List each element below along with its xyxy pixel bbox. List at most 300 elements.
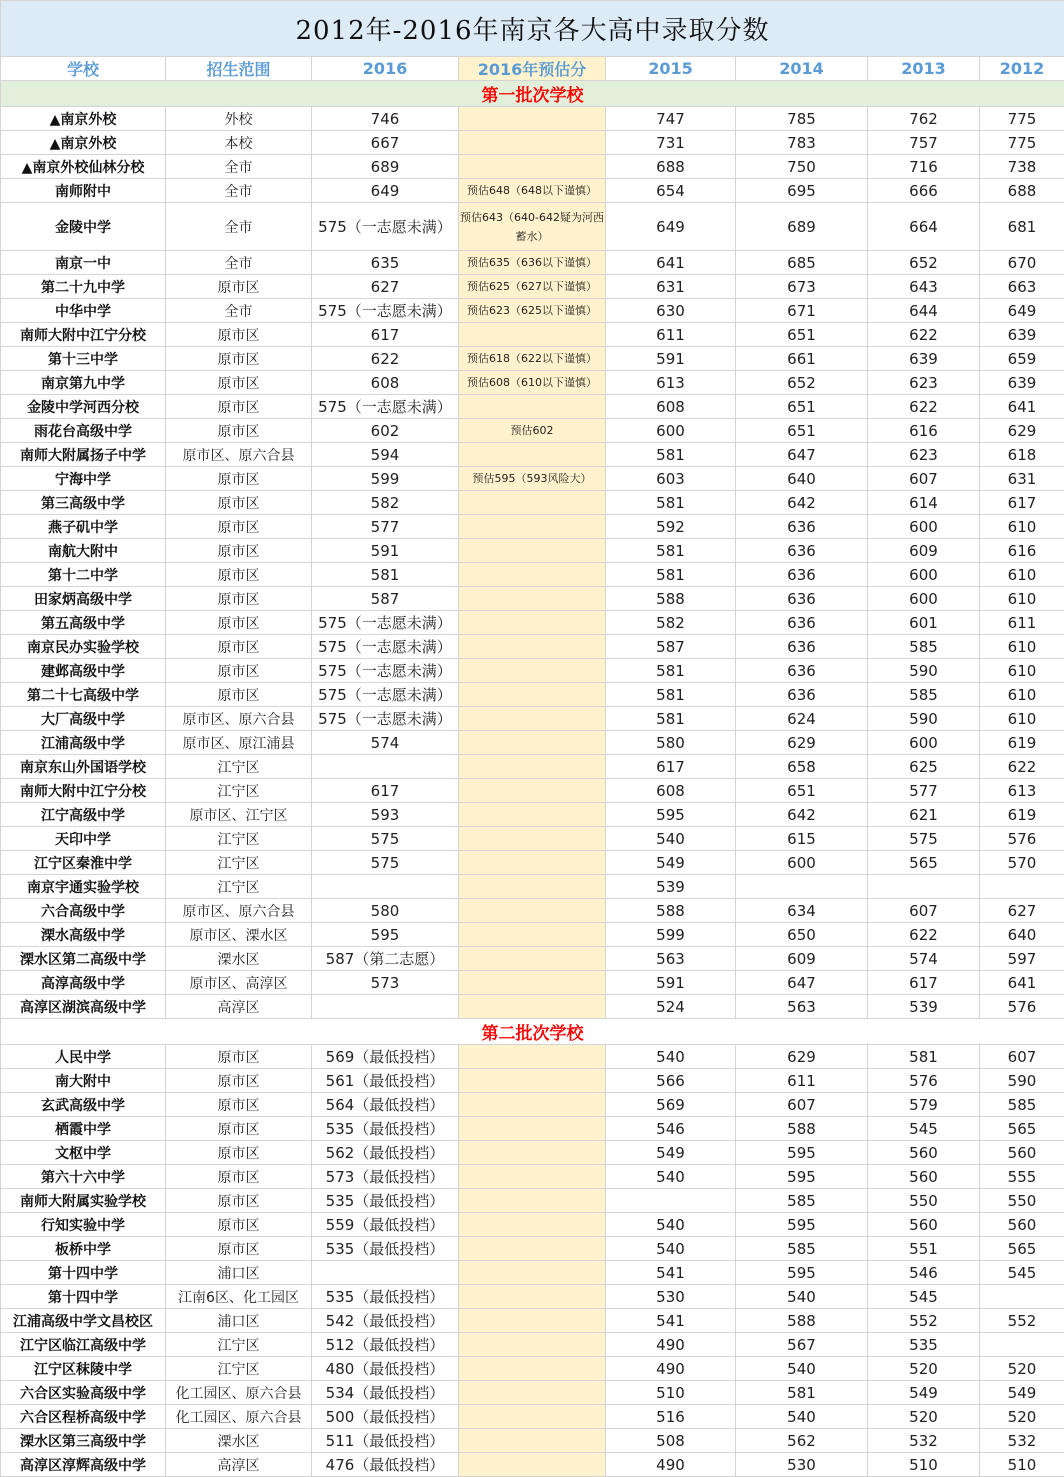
cell-2016[interactable]: 587（第二志愿）	[312, 947, 459, 971]
cell-2014[interactable]: 595	[736, 1165, 868, 1189]
cell-2015[interactable]: 591	[606, 347, 736, 371]
cell-range[interactable]: 原市区、江宁区	[166, 803, 312, 827]
cell-2014[interactable]: 651	[736, 419, 868, 443]
cell-range[interactable]: 原市区、原六合县	[166, 707, 312, 731]
cell-school[interactable]: 第三高级中学	[1, 491, 166, 515]
cell-2014[interactable]: 585	[736, 1189, 868, 1213]
cell-range[interactable]: 本校	[166, 131, 312, 155]
cell-range[interactable]: 全市	[166, 251, 312, 275]
cell-2015[interactable]: 541	[606, 1261, 736, 1285]
cell-2016[interactable]: 580	[312, 899, 459, 923]
cell-2014[interactable]: 600	[736, 851, 868, 875]
cell-range[interactable]: 原市区	[166, 1093, 312, 1117]
cell-range[interactable]: 原市区、原江浦县	[166, 731, 312, 755]
cell-2013[interactable]: 625	[868, 755, 980, 779]
cell-2016-estimate[interactable]	[459, 491, 606, 515]
cell-2014[interactable]: 642	[736, 491, 868, 515]
cell-2014[interactable]: 585	[736, 1237, 868, 1261]
cell-range[interactable]: 全市	[166, 203, 312, 251]
cell-2014[interactable]: 540	[736, 1285, 868, 1309]
cell-2015[interactable]: 581	[606, 683, 736, 707]
cell-range[interactable]: 原市区	[166, 587, 312, 611]
cell-2013[interactable]: 607	[868, 467, 980, 491]
cell-2013[interactable]: 622	[868, 923, 980, 947]
cell-2012[interactable]: 639	[980, 323, 1064, 347]
cell-2015[interactable]: 654	[606, 179, 736, 203]
cell-range[interactable]: 化工园区、原六合县	[166, 1405, 312, 1429]
cell-2016[interactable]: 582	[312, 491, 459, 515]
cell-2012[interactable]: 610	[980, 635, 1064, 659]
cell-2016-estimate[interactable]: 预估643（640-642疑为河西蓄水）	[459, 203, 606, 251]
cell-2012[interactable]: 570	[980, 851, 1064, 875]
cell-2015[interactable]: 541	[606, 1309, 736, 1333]
cell-2016-estimate[interactable]	[459, 1357, 606, 1381]
cell-2016-estimate[interactable]	[459, 875, 606, 899]
cell-2016-estimate[interactable]	[459, 539, 606, 563]
cell-2016[interactable]: 689	[312, 155, 459, 179]
cell-range[interactable]: 原市区、原六合县	[166, 899, 312, 923]
cell-2013[interactable]: 644	[868, 299, 980, 323]
col-header-2012[interactable]: 2012	[980, 57, 1064, 81]
cell-2013[interactable]: 622	[868, 395, 980, 419]
cell-2015[interactable]: 591	[606, 971, 736, 995]
cell-2014[interactable]: 785	[736, 107, 868, 131]
cell-2013[interactable]: 664	[868, 203, 980, 251]
cell-2012[interactable]: 576	[980, 827, 1064, 851]
cell-2012[interactable]: 622	[980, 755, 1064, 779]
cell-2012[interactable]: 610	[980, 683, 1064, 707]
cell-2015[interactable]: 540	[606, 827, 736, 851]
cell-2012[interactable]: 597	[980, 947, 1064, 971]
cell-2014[interactable]: 588	[736, 1117, 868, 1141]
cell-2015[interactable]: 516	[606, 1405, 736, 1429]
cell-2013[interactable]: 545	[868, 1117, 980, 1141]
cell-2016[interactable]: 599	[312, 467, 459, 491]
cell-2016[interactable]: 562（最低投档）	[312, 1141, 459, 1165]
cell-2013[interactable]: 577	[868, 779, 980, 803]
cell-2016[interactable]	[312, 995, 459, 1019]
cell-2016-estimate[interactable]: 预估602	[459, 419, 606, 443]
cell-school[interactable]: 板桥中学	[1, 1237, 166, 1261]
cell-2012[interactable]: 611	[980, 611, 1064, 635]
cell-2016[interactable]: 512（最低投档）	[312, 1333, 459, 1357]
cell-2016[interactable]: 564（最低投档）	[312, 1093, 459, 1117]
cell-2012[interactable]: 619	[980, 731, 1064, 755]
cell-2016-estimate[interactable]: 预估595（593风险大）	[459, 467, 606, 491]
cell-2016[interactable]: 574	[312, 731, 459, 755]
cell-2016-estimate[interactable]	[459, 587, 606, 611]
cell-2016-estimate[interactable]	[459, 755, 606, 779]
cell-2014[interactable]: 636	[736, 659, 868, 683]
cell-2012[interactable]: 565	[980, 1117, 1064, 1141]
cell-2015[interactable]: 641	[606, 251, 736, 275]
cell-2012[interactable]: 610	[980, 515, 1064, 539]
cell-2015[interactable]: 510	[606, 1381, 736, 1405]
cell-2015[interactable]: 592	[606, 515, 736, 539]
cell-2016-estimate[interactable]	[459, 1381, 606, 1405]
cell-2016-estimate[interactable]	[459, 611, 606, 635]
cell-2012[interactable]: 549	[980, 1381, 1064, 1405]
cell-2016[interactable]: 535（最低投档）	[312, 1237, 459, 1261]
cell-2016[interactable]: 591	[312, 539, 459, 563]
cell-2013[interactable]: 617	[868, 971, 980, 995]
cell-2016-estimate[interactable]	[459, 779, 606, 803]
cell-2016[interactable]: 575（一志愿未满）	[312, 203, 459, 251]
cell-2016-estimate[interactable]	[459, 827, 606, 851]
cell-range[interactable]: 化工园区、原六合县	[166, 1381, 312, 1405]
cell-2016-estimate[interactable]: 预估608（610以下谨慎）	[459, 371, 606, 395]
cell-2014[interactable]: 629	[736, 1045, 868, 1069]
cell-2013[interactable]: 574	[868, 947, 980, 971]
cell-2016[interactable]: 511（最低投档）	[312, 1429, 459, 1453]
cell-2016[interactable]: 577	[312, 515, 459, 539]
cell-2013[interactable]: 623	[868, 443, 980, 467]
cell-school[interactable]: 南京东山外国语学校	[1, 755, 166, 779]
cell-2016-estimate[interactable]	[459, 1237, 606, 1261]
cell-range[interactable]: 浦口区	[166, 1261, 312, 1285]
cell-2014[interactable]: 629	[736, 731, 868, 755]
cell-range[interactable]: 原市区	[166, 347, 312, 371]
cell-2013[interactable]: 565	[868, 851, 980, 875]
cell-2014[interactable]: 636	[736, 563, 868, 587]
cell-2016-estimate[interactable]	[459, 155, 606, 179]
cell-2016[interactable]: 595	[312, 923, 459, 947]
cell-2013[interactable]: 666	[868, 179, 980, 203]
cell-2015[interactable]: 508	[606, 1429, 736, 1453]
cell-2014[interactable]: 636	[736, 635, 868, 659]
cell-school[interactable]: 第二十九中学	[1, 275, 166, 299]
cell-range[interactable]: 原市区	[166, 323, 312, 347]
cell-2015[interactable]: 582	[606, 611, 736, 635]
cell-2014[interactable]: 615	[736, 827, 868, 851]
cell-2015[interactable]: 569	[606, 1093, 736, 1117]
cell-2016-estimate[interactable]: 预估635（636以下谨慎）	[459, 251, 606, 275]
cell-2016-estimate[interactable]	[459, 995, 606, 1019]
cell-2012[interactable]: 545	[980, 1261, 1064, 1285]
cell-2015[interactable]: 630	[606, 299, 736, 323]
cell-range[interactable]: 江宁区	[166, 851, 312, 875]
cell-school[interactable]: 人民中学	[1, 1045, 166, 1069]
cell-2016-estimate[interactable]	[459, 131, 606, 155]
cell-2012[interactable]: 560	[980, 1213, 1064, 1237]
cell-2013[interactable]: 560	[868, 1213, 980, 1237]
cell-school[interactable]: 南师大附属扬子中学	[1, 443, 166, 467]
cell-2012[interactable]: 738	[980, 155, 1064, 179]
cell-2016[interactable]: 575（一志愿未满）	[312, 395, 459, 419]
cell-2016[interactable]: 594	[312, 443, 459, 467]
cell-2012[interactable]: 610	[980, 659, 1064, 683]
cell-2016[interactable]: 534（最低投档）	[312, 1381, 459, 1405]
cell-2012[interactable]: 552	[980, 1309, 1064, 1333]
cell-2015[interactable]: 539	[606, 875, 736, 899]
cell-school[interactable]: 南航大附中	[1, 539, 166, 563]
cell-2016[interactable]	[312, 1261, 459, 1285]
cell-2013[interactable]: 590	[868, 659, 980, 683]
cell-range[interactable]: 原市区	[166, 1141, 312, 1165]
cell-2014[interactable]: 540	[736, 1405, 868, 1429]
cell-2014[interactable]: 750	[736, 155, 868, 179]
cell-2016[interactable]: 575（一志愿未满）	[312, 683, 459, 707]
cell-range[interactable]: 江宁区	[166, 1357, 312, 1381]
cell-2016[interactable]: 635	[312, 251, 459, 275]
cell-school[interactable]: 南师附中	[1, 179, 166, 203]
cell-range[interactable]: 溧水区	[166, 947, 312, 971]
cell-2016-estimate[interactable]	[459, 1045, 606, 1069]
cell-2014[interactable]: 581	[736, 1381, 868, 1405]
cell-2015[interactable]: 490	[606, 1333, 736, 1357]
cell-2014[interactable]: 609	[736, 947, 868, 971]
cell-2015[interactable]: 581	[606, 491, 736, 515]
cell-2013[interactable]: 546	[868, 1261, 980, 1285]
cell-2013[interactable]: 551	[868, 1237, 980, 1261]
cell-school[interactable]: ▲南京外校	[1, 131, 166, 155]
col-header-2016[interactable]: 2016	[312, 57, 459, 81]
cell-range[interactable]: 原市区	[166, 1165, 312, 1189]
cell-2012[interactable]: 659	[980, 347, 1064, 371]
cell-2016[interactable]: 573	[312, 971, 459, 995]
cell-2014[interactable]: 661	[736, 347, 868, 371]
cell-2016-estimate[interactable]	[459, 563, 606, 587]
col-header-2013[interactable]: 2013	[868, 57, 980, 81]
cell-2015[interactable]: 613	[606, 371, 736, 395]
cell-2016[interactable]: 575	[312, 851, 459, 875]
cell-range[interactable]: 溧水区	[166, 1429, 312, 1453]
cell-2015[interactable]: 649	[606, 203, 736, 251]
cell-2016[interactable]: 500（最低投档）	[312, 1405, 459, 1429]
cell-2016-estimate[interactable]	[459, 803, 606, 827]
cell-school[interactable]: 第十四中学	[1, 1285, 166, 1309]
cell-2016-estimate[interactable]	[459, 923, 606, 947]
cell-2012[interactable]: 629	[980, 419, 1064, 443]
cell-2013[interactable]: 614	[868, 491, 980, 515]
cell-2013[interactable]: 601	[868, 611, 980, 635]
cell-2016[interactable]: 575（一志愿未满）	[312, 611, 459, 635]
cell-school[interactable]: 江宁区秦淮中学	[1, 851, 166, 875]
cell-2013[interactable]: 600	[868, 587, 980, 611]
cell-2012[interactable]: 649	[980, 299, 1064, 323]
cell-school[interactable]: 江浦高级中学文昌校区	[1, 1309, 166, 1333]
cell-2015[interactable]: 595	[606, 803, 736, 827]
cell-2016[interactable]: 535（最低投档）	[312, 1117, 459, 1141]
cell-2012[interactable]: 639	[980, 371, 1064, 395]
cell-2013[interactable]: 643	[868, 275, 980, 299]
cell-2016[interactable]: 617	[312, 779, 459, 803]
cell-2015[interactable]: 588	[606, 587, 736, 611]
cell-2015[interactable]: 588	[606, 899, 736, 923]
cell-school[interactable]: 南京第九中学	[1, 371, 166, 395]
cell-2013[interactable]: 575	[868, 827, 980, 851]
cell-2014[interactable]: 563	[736, 995, 868, 1019]
cell-2014[interactable]: 530	[736, 1453, 868, 1477]
cell-2015[interactable]: 549	[606, 851, 736, 875]
cell-2016-estimate[interactable]: 预估618（622以下谨慎）	[459, 347, 606, 371]
cell-2016-estimate[interactable]	[459, 1189, 606, 1213]
cell-2016-estimate[interactable]	[459, 731, 606, 755]
cell-school[interactable]: 溧水区第二高级中学	[1, 947, 166, 971]
cell-range[interactable]: 江宁区	[166, 827, 312, 851]
cell-2016-estimate[interactable]	[459, 1069, 606, 1093]
cell-2012[interactable]: 663	[980, 275, 1064, 299]
cell-2013[interactable]: 757	[868, 131, 980, 155]
cell-school[interactable]: 大厂高级中学	[1, 707, 166, 731]
cell-2012[interactable]: 775	[980, 107, 1064, 131]
cell-2016[interactable]: 622	[312, 347, 459, 371]
cell-school[interactable]: 溧水高级中学	[1, 923, 166, 947]
cell-2016-estimate[interactable]	[459, 1309, 606, 1333]
cell-2016-estimate[interactable]	[459, 1285, 606, 1309]
cell-2013[interactable]: 520	[868, 1405, 980, 1429]
cell-2014[interactable]: 642	[736, 803, 868, 827]
cell-2014[interactable]: 640	[736, 467, 868, 491]
cell-2014[interactable]: 671	[736, 299, 868, 323]
col-header-2014[interactable]: 2014	[736, 57, 868, 81]
cell-2016-estimate[interactable]	[459, 707, 606, 731]
cell-2012[interactable]: 631	[980, 467, 1064, 491]
cell-2016-estimate[interactable]	[459, 1165, 606, 1189]
cell-2014[interactable]: 540	[736, 1357, 868, 1381]
cell-2014[interactable]: 636	[736, 515, 868, 539]
cell-range[interactable]: 原市区	[166, 1213, 312, 1237]
cell-2013[interactable]: 600	[868, 563, 980, 587]
cell-2012[interactable]: 641	[980, 971, 1064, 995]
cell-2014[interactable]: 588	[736, 1309, 868, 1333]
cell-2012[interactable]: 585	[980, 1093, 1064, 1117]
cell-school[interactable]: 高淳高级中学	[1, 971, 166, 995]
cell-2013[interactable]: 545	[868, 1285, 980, 1309]
cell-2016-estimate[interactable]	[459, 1453, 606, 1477]
cell-school[interactable]: 六合高级中学	[1, 899, 166, 923]
cell-2016[interactable]	[312, 875, 459, 899]
cell-2015[interactable]: 540	[606, 1213, 736, 1237]
cell-2013[interactable]: 762	[868, 107, 980, 131]
cell-2016[interactable]: 602	[312, 419, 459, 443]
cell-2015[interactable]: 688	[606, 155, 736, 179]
cell-range[interactable]: 原市区	[166, 467, 312, 491]
cell-2015[interactable]: 566	[606, 1069, 736, 1093]
cell-2014[interactable]: 685	[736, 251, 868, 275]
cell-2016[interactable]: 575（一志愿未满）	[312, 659, 459, 683]
cell-range[interactable]: 浦口区	[166, 1309, 312, 1333]
cell-2016-estimate[interactable]	[459, 1333, 606, 1357]
cell-2016[interactable]: 587	[312, 587, 459, 611]
cell-2014[interactable]: 651	[736, 779, 868, 803]
cell-2016-estimate[interactable]	[459, 395, 606, 419]
cell-school[interactable]: 第六十六中学	[1, 1165, 166, 1189]
cell-range[interactable]: 原市区	[166, 1045, 312, 1069]
cell-2016-estimate[interactable]	[459, 659, 606, 683]
cell-2014[interactable]: 636	[736, 683, 868, 707]
cell-2016-estimate[interactable]	[459, 683, 606, 707]
cell-2013[interactable]: 623	[868, 371, 980, 395]
cell-school[interactable]: 燕子矶中学	[1, 515, 166, 539]
cell-2012[interactable]: 688	[980, 179, 1064, 203]
cell-2015[interactable]: 600	[606, 419, 736, 443]
cell-2012[interactable]: 619	[980, 803, 1064, 827]
cell-2016[interactable]: 561（最低投档）	[312, 1069, 459, 1093]
cell-2014[interactable]: 650	[736, 923, 868, 947]
cell-2012[interactable]: 576	[980, 995, 1064, 1019]
cell-school[interactable]: 南师大附属实验学校	[1, 1189, 166, 1213]
cell-2013[interactable]: 607	[868, 899, 980, 923]
cell-2014[interactable]: 651	[736, 395, 868, 419]
cell-range[interactable]: 原市区	[166, 1117, 312, 1141]
cell-range[interactable]: 江宁区	[166, 779, 312, 803]
cell-2015[interactable]: 599	[606, 923, 736, 947]
cell-2012[interactable]: 617	[980, 491, 1064, 515]
cell-range[interactable]: 高淳区	[166, 995, 312, 1019]
cell-school[interactable]: 南师大附中江宁分校	[1, 779, 166, 803]
cell-2012[interactable]: 520	[980, 1357, 1064, 1381]
cell-school[interactable]: 金陵中学	[1, 203, 166, 251]
cell-2016-estimate[interactable]	[459, 971, 606, 995]
cell-2015[interactable]: 540	[606, 1237, 736, 1261]
cell-range[interactable]: 原市区	[166, 1189, 312, 1213]
cell-2016[interactable]: 476（最低投档）	[312, 1453, 459, 1477]
cell-2016[interactable]: 575	[312, 827, 459, 851]
cell-range[interactable]: 原市区、原六合县	[166, 443, 312, 467]
cell-2015[interactable]: 587	[606, 635, 736, 659]
cell-2013[interactable]: 549	[868, 1381, 980, 1405]
cell-2014[interactable]: 689	[736, 203, 868, 251]
cell-2013[interactable]	[868, 875, 980, 899]
cell-2013[interactable]: 585	[868, 683, 980, 707]
cell-2015[interactable]: 581	[606, 563, 736, 587]
cell-2012[interactable]: 618	[980, 443, 1064, 467]
cell-school[interactable]: 溧水区第三高级中学	[1, 1429, 166, 1453]
cell-2016[interactable]: 480（最低投档）	[312, 1357, 459, 1381]
cell-2013[interactable]: 621	[868, 803, 980, 827]
cell-2016[interactable]: 575（一志愿未满）	[312, 707, 459, 731]
cell-school[interactable]: ▲南京外校	[1, 107, 166, 131]
col-header-2016-estimate[interactable]: 2016年预估分	[459, 57, 606, 81]
cell-2016-estimate[interactable]	[459, 1405, 606, 1429]
cell-school[interactable]: 行知实验中学	[1, 1213, 166, 1237]
cell-2016[interactable]: 559（最低投档）	[312, 1213, 459, 1237]
cell-range[interactable]: 原市区	[166, 611, 312, 635]
cell-2013[interactable]: 579	[868, 1093, 980, 1117]
cell-2015[interactable]: 540	[606, 1045, 736, 1069]
cell-2016-estimate[interactable]	[459, 323, 606, 347]
cell-2015[interactable]: 540	[606, 1165, 736, 1189]
cell-2016[interactable]: 627	[312, 275, 459, 299]
cell-2012[interactable]: 610	[980, 707, 1064, 731]
cell-2015[interactable]: 546	[606, 1117, 736, 1141]
cell-2015[interactable]: 490	[606, 1453, 736, 1477]
cell-school[interactable]: 第五高级中学	[1, 611, 166, 635]
cell-2014[interactable]: 567	[736, 1333, 868, 1357]
cell-2014[interactable]: 636	[736, 539, 868, 563]
cell-2016-estimate[interactable]: 预估648（648以下谨慎）	[459, 179, 606, 203]
cell-2014[interactable]: 652	[736, 371, 868, 395]
cell-school[interactable]: 江宁区临江高级中学	[1, 1333, 166, 1357]
cell-2016[interactable]: 535（最低投档）	[312, 1189, 459, 1213]
cell-2016-estimate[interactable]: 预估625（627以下谨慎）	[459, 275, 606, 299]
cell-2015[interactable]: 581	[606, 707, 736, 731]
cell-2014[interactable]: 624	[736, 707, 868, 731]
cell-2013[interactable]: 616	[868, 419, 980, 443]
cell-2012[interactable]: 613	[980, 779, 1064, 803]
cell-2013[interactable]: 590	[868, 707, 980, 731]
cell-school[interactable]: 南京一中	[1, 251, 166, 275]
cell-2016[interactable]: 573（最低投档）	[312, 1165, 459, 1189]
cell-range[interactable]: 原市区	[166, 275, 312, 299]
cell-school[interactable]: 六合区程桥高级中学	[1, 1405, 166, 1429]
cell-2015[interactable]: 611	[606, 323, 736, 347]
cell-2013[interactable]: 609	[868, 539, 980, 563]
cell-2012[interactable]: 510	[980, 1453, 1064, 1477]
cell-2014[interactable]: 783	[736, 131, 868, 155]
cell-2016-estimate[interactable]	[459, 1117, 606, 1141]
